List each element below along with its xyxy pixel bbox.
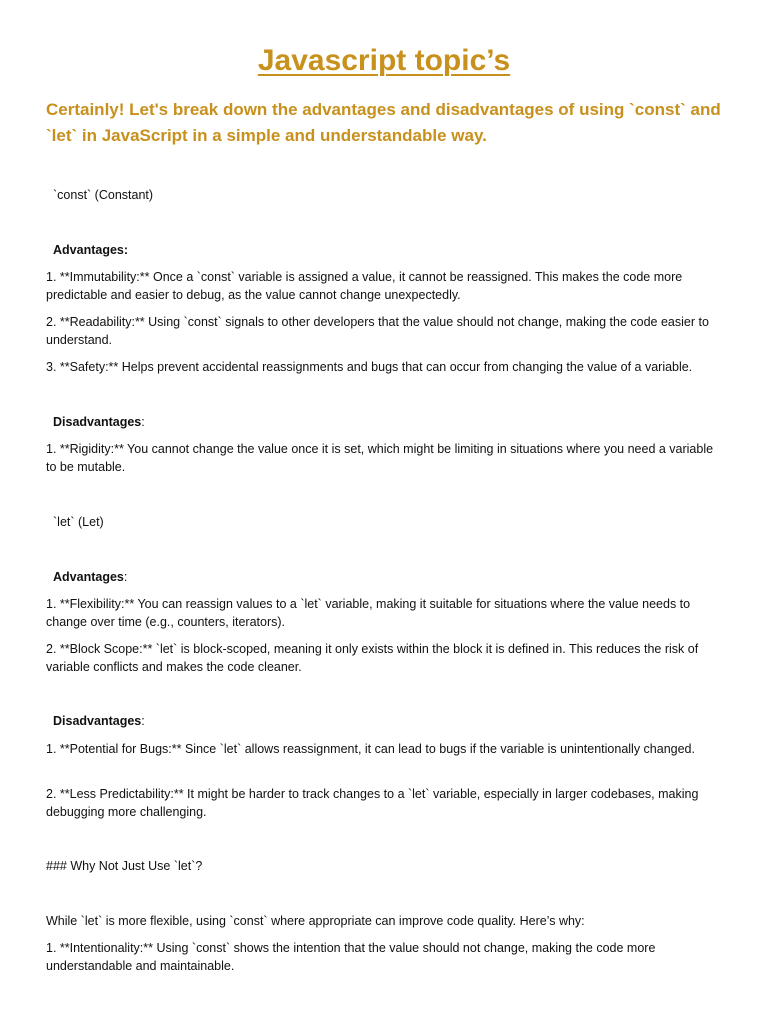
const-disadvantages-heading	[53, 413, 733, 431]
const-advantage-2: 2. **Readability:** Using `const` signals to other developers that the value should not change, making the code easier to understand.	[46, 315, 709, 347]
let-disadvantages-heading	[53, 712, 733, 730]
const-heading: `const` (Constant)	[53, 188, 154, 202]
document-title: Javascript topic’s	[257, 44, 511, 77]
intro-paragraph: Certainly! Let's break down the advantages and disadvantages of using `const` and `let` in JavaScript in a simple and understandable way.	[46, 100, 721, 145]
const-disadvantage-1: 1. **Rigidity:** You cannot change the value once it is set, which might be limiting in situations where you need a variable to be mutable.	[46, 442, 714, 474]
let-disadvantages-colon: :	[141, 714, 145, 728]
let-advantage-1: 1. **Flexibility:** You can reassign values to a `let` variable, making it suitable for situations where the value needs to change over time (e.g., counters, iterators).	[46, 597, 691, 629]
let-advantages-colon: :	[123, 570, 128, 584]
let-advantage-2: 2. **Block Scope:** `let` is block-scoped, meaning it only exists within the block it is defined in. This reduces the risk of variable conflicts and makes the code cleaner.	[46, 642, 699, 674]
let-heading: `let` (Let)	[53, 515, 104, 529]
let-advantages-heading	[53, 568, 733, 586]
let-advantages-label: Advantages	[53, 570, 124, 584]
const-advantage-1: 1. **Immutability:** Once a `const` variable is assigned a value, it cannot be reassigned. This makes the code more predictable and easier to debug, as the value cannot change unexpectedly.	[46, 270, 683, 302]
const-disadvantages-colon: :	[141, 415, 145, 429]
let-disadvantage-2: 2. **Less Predictability:** It might be harder to track changes to a `let` variable, especially in larger codebases, making debugging more challenging.	[46, 787, 699, 819]
const-disadvantages-label: Disadvantages	[53, 415, 142, 429]
why-item-1: 1. **Intentionality:** Using `const` shows the intention that the value should not change, making the code more understandable and maintainable.	[46, 941, 656, 973]
let-disadvantage-1: 1. **Potential for Bugs:** Since `let` allows reassignment, it can lead to bugs if the variable is unintentionally changed.	[46, 742, 695, 756]
why-lead: While `let` is more flexible, using `const` where appropriate can improve code quality. Here’s why:	[46, 914, 585, 928]
let-disadvantages-label: Disadvantages	[53, 714, 142, 728]
const-advantages-heading: Advantages:	[53, 243, 129, 257]
const-advantage-3: 3. **Safety:** Helps prevent accidental reassignments and bugs that can occur from changing the value of a variable.	[46, 360, 693, 374]
why-heading: ### Why Not Just Use `let`?	[46, 859, 203, 873]
